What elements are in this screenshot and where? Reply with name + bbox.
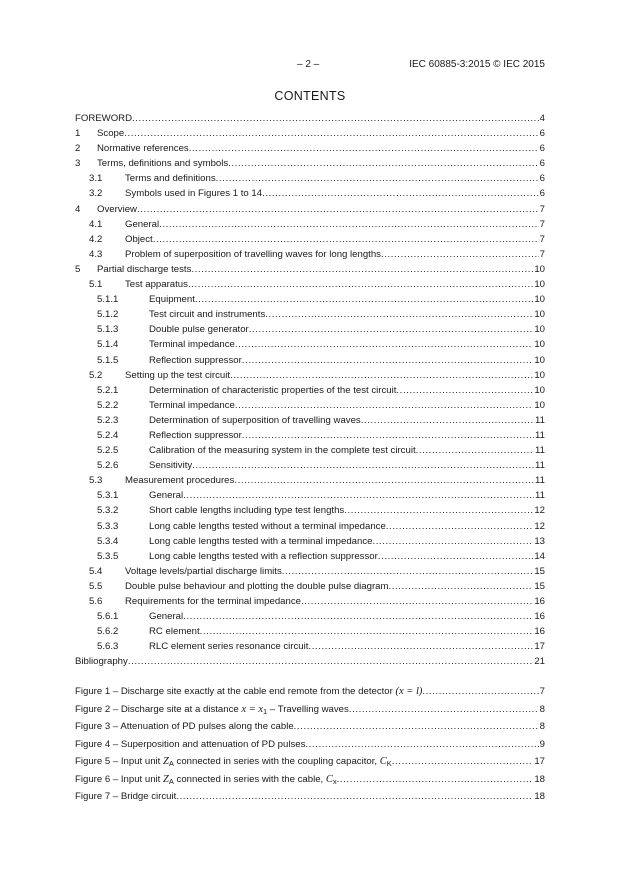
dot-leader xyxy=(305,736,538,754)
toc-entry-title: Determination of superposition of travelling waves xyxy=(149,414,361,426)
toc-entry-page: 12 xyxy=(534,505,545,517)
figure-entry[interactable] xyxy=(75,701,545,719)
toc-entry-number: 5.3.3 xyxy=(97,520,119,532)
dot-leader xyxy=(381,247,539,262)
toc-entry-page: 10 xyxy=(534,294,545,306)
toc-entry-title: Setting up the test circuit xyxy=(125,369,231,381)
dot-leader xyxy=(372,534,533,549)
toc-entry-title: Long cable lengths tested without a terminal impedance xyxy=(149,520,386,532)
toc-entry-page: 11 xyxy=(535,445,545,457)
toc-entry-page: 7 xyxy=(539,218,545,230)
figure-caption-text: Figure 6 – Input unit xyxy=(75,773,161,785)
toc-entry[interactable] xyxy=(75,488,545,503)
figure-caption-text: Figure 2 – Discharge site at a distance xyxy=(75,703,239,715)
toc-entry-page: 11 xyxy=(535,475,545,487)
toc-entry-title: Long cable lengths tested with a terminal impedance xyxy=(149,535,373,547)
toc-entry-page: 7 xyxy=(539,203,545,215)
toc-entry[interactable] xyxy=(75,141,545,156)
toc-entry-page: 11 xyxy=(535,490,545,502)
toc-entry-number: 5.5 xyxy=(89,580,103,592)
toc-entry-page: 15 xyxy=(534,565,545,577)
toc-entry-page: 10 xyxy=(534,399,545,411)
toc-entry-page: 21 xyxy=(534,656,545,668)
toc-entry-page: 7 xyxy=(539,233,545,245)
table-of-contents xyxy=(75,111,545,806)
toc-entry[interactable] xyxy=(75,368,545,383)
toc-entry-number: 2 xyxy=(75,143,81,155)
figure-entry-page: 17 xyxy=(534,756,545,768)
math-subscript: A xyxy=(168,759,174,769)
toc-entry-title: Terms and definitions xyxy=(125,173,216,185)
toc-entry-title: FOREWORD xyxy=(75,113,133,124)
toc-entry-number: 3.1 xyxy=(89,173,103,185)
dot-leader xyxy=(294,718,539,736)
dot-leader xyxy=(188,277,533,292)
figure-entry-title xyxy=(75,788,176,806)
toc-entry[interactable] xyxy=(75,232,545,247)
toc-entry-number: 5.2.6 xyxy=(97,460,119,472)
toc-entry-number: 5.3.4 xyxy=(97,535,119,547)
toc-entry-number: 5.2.1 xyxy=(97,384,119,396)
toc-entry-number: 5.2.3 xyxy=(97,414,119,426)
toc-entry-number: 5.2.5 xyxy=(97,445,119,457)
toc-entry-title: Symbols used in Figures 1 to 14 xyxy=(125,188,263,200)
toc-entry-title: Reflection suppressor xyxy=(149,354,242,366)
figure-entry[interactable] xyxy=(75,788,545,806)
dot-leader xyxy=(192,458,534,473)
toc-entry-number: 4.1 xyxy=(89,218,103,230)
contents-title: CONTENTS xyxy=(274,89,346,103)
dot-leader xyxy=(153,232,539,247)
toc-entry-page: 6 xyxy=(539,143,545,155)
figure-entry-page: 18 xyxy=(534,773,545,785)
dot-leader xyxy=(349,701,539,719)
toc-entry-number: 5.1.3 xyxy=(97,324,119,336)
math-subscript: 1 xyxy=(263,706,268,716)
toc-entry-title: Partial discharge tests xyxy=(97,263,192,275)
toc-entry[interactable] xyxy=(75,443,545,458)
toc-entry-number: 4.2 xyxy=(89,233,103,245)
toc-entry-number: 5.2.4 xyxy=(97,429,119,441)
dot-leader xyxy=(183,488,534,503)
toc-entry[interactable] xyxy=(75,534,545,549)
toc-entry-title: Test apparatus xyxy=(125,279,188,291)
dot-leader xyxy=(396,383,533,398)
toc-entry-page: 12 xyxy=(534,520,545,532)
toc-entry-number: 5.1.4 xyxy=(97,339,119,351)
figure-entry-page: 18 xyxy=(534,791,545,803)
toc-entry-page: 10 xyxy=(534,339,545,351)
toc-entry[interactable] xyxy=(75,624,545,639)
math-subscript: A xyxy=(168,776,174,786)
toc-entry-page: 10 xyxy=(534,309,545,321)
toc-entry-title: Terminal impedance xyxy=(149,399,235,411)
math-symbol: Z xyxy=(163,773,169,785)
toc-entry-title: Long cable lengths tested with a reflection suppressor xyxy=(149,550,378,562)
toc-entry-title: Normative references xyxy=(97,143,189,155)
toc-entry-number: 1 xyxy=(75,128,81,140)
toc-entry-page: 11 xyxy=(535,429,545,441)
toc-entry-page: 4 xyxy=(539,113,545,124)
spacer xyxy=(75,669,545,683)
toc-entry[interactable] xyxy=(75,247,545,262)
toc-entry[interactable] xyxy=(75,171,545,186)
toc-entry-title: Bibliography xyxy=(75,656,128,668)
toc-entry-title: Measurement procedures xyxy=(125,475,235,487)
math-symbol: C xyxy=(379,756,387,768)
toc-entry[interactable] xyxy=(75,428,545,443)
toc-entry-title: General xyxy=(149,611,184,623)
dot-leader xyxy=(235,337,533,352)
toc-entry-page: 6 xyxy=(539,128,545,140)
toc-entry-number: 5.3.1 xyxy=(97,490,119,502)
figure-entry[interactable] xyxy=(75,736,545,754)
page-number: – 2 – xyxy=(297,59,320,70)
figure-entry-page: 8 xyxy=(539,703,545,715)
toc-entry-number: 4.3 xyxy=(89,248,103,260)
toc-entry-page: 13 xyxy=(534,535,545,547)
dot-leader xyxy=(392,753,534,771)
toc-entry-page: 6 xyxy=(539,173,545,185)
dot-leader xyxy=(128,654,534,669)
toc-entry[interactable] xyxy=(75,639,545,654)
toc-entry-page: 14 xyxy=(534,550,545,562)
toc-entry[interactable] xyxy=(75,186,545,201)
figure-entry-page: 9 xyxy=(539,738,545,750)
toc-entry[interactable] xyxy=(75,458,545,473)
toc-entry[interactable] xyxy=(75,156,545,171)
dot-leader xyxy=(137,202,539,217)
figure-caption-text: Figure 7 – Bridge circuit xyxy=(75,791,177,803)
toc-entry-title: Calibration of the measuring system in the complete test circuit xyxy=(149,445,416,457)
dot-leader xyxy=(228,156,538,171)
dot-leader xyxy=(189,141,539,156)
toc-entry-page: 10 xyxy=(534,279,545,291)
toc-entry-number: 5.1.5 xyxy=(97,354,119,366)
toc-entry-page: 10 xyxy=(534,263,545,275)
toc-entry[interactable] xyxy=(75,292,545,307)
toc-entry[interactable] xyxy=(75,609,545,624)
toc-entry-title: Problem of superposition of travelling waves for long lengths xyxy=(125,248,381,260)
toc-entry-number: 5 xyxy=(75,263,81,275)
toc-entry-number: 5.2.2 xyxy=(97,399,119,411)
toc-entry[interactable] xyxy=(75,519,545,534)
toc-entry-page: 6 xyxy=(539,158,545,170)
toc-entry[interactable] xyxy=(75,549,545,564)
toc-entry[interactable] xyxy=(75,337,545,352)
toc-entry-title: Voltage levels/partial discharge limits xyxy=(125,565,282,577)
dot-leader xyxy=(361,413,534,428)
toc-entry-page: 16 xyxy=(534,626,545,638)
figure-entry-title xyxy=(75,683,422,701)
dot-leader xyxy=(216,171,539,186)
dot-leader xyxy=(234,473,534,488)
toc-entry[interactable] xyxy=(75,307,545,322)
figure-entry[interactable] xyxy=(75,771,545,789)
toc-entry-title: General xyxy=(125,218,160,230)
figure-entry-title xyxy=(75,718,294,736)
toc-entry-title: RC element xyxy=(149,626,200,638)
math-subscript: K xyxy=(386,759,392,769)
figure-caption-text: Figure 3 – Attenuation of PD pulses along the cable xyxy=(75,721,294,733)
dot-leader xyxy=(159,217,539,232)
dot-leader xyxy=(249,322,534,337)
figure-caption-text: connected in series with the coupling capacitor, xyxy=(176,756,378,768)
figure-entry-page: 7 xyxy=(539,686,545,698)
figure-caption-text: connected in series with the cable, xyxy=(176,773,324,785)
toc-entry-page: 11 xyxy=(535,414,545,426)
math-subscript: x xyxy=(332,776,337,786)
toc-entry-title: Test circuit and instruments xyxy=(149,309,266,321)
toc-entry-title: Double pulse generator xyxy=(149,324,249,336)
toc-entry-title: Reflection suppressor xyxy=(149,429,242,441)
math-symbol: C xyxy=(325,773,333,785)
toc-entry[interactable] xyxy=(75,217,545,232)
toc-entry-number: 5.6.2 xyxy=(97,626,119,638)
toc-entry[interactable] xyxy=(75,473,545,488)
toc-entry-number: 5.3 xyxy=(89,475,103,487)
figure-caption-text: Figure 1 – Discharge site exactly at the cable end remote from the detector xyxy=(75,686,393,698)
toc-entry-number: 3 xyxy=(75,158,81,170)
dot-leader xyxy=(176,788,533,806)
toc-entry-number: 5.1 xyxy=(89,279,103,291)
dot-leader xyxy=(282,564,534,579)
toc-entry-number: 5.2 xyxy=(89,369,103,381)
toc-entry[interactable] xyxy=(75,353,545,368)
toc-entry-page: 10 xyxy=(534,354,545,366)
toc-entry-title: RLC element series resonance circuit xyxy=(149,641,309,653)
toc-entry-title: Object xyxy=(125,233,153,245)
toc-entry-number: 5.6.1 xyxy=(97,611,119,623)
dot-leader xyxy=(242,353,534,368)
dot-leader xyxy=(235,398,533,413)
toc-entry[interactable] xyxy=(75,262,545,277)
toc-entry[interactable] xyxy=(75,277,545,292)
toc-entry-number: 5.3.5 xyxy=(97,550,119,562)
toc-entry-title: Overview xyxy=(97,203,137,215)
figure-caption-text: – Travelling waves xyxy=(269,703,349,715)
toc-entry[interactable] xyxy=(75,594,545,609)
toc-entry-number: 3.2 xyxy=(89,188,103,200)
toc-entry-page: 10 xyxy=(534,324,545,336)
figure-entry-page: 8 xyxy=(539,721,545,733)
figure-caption-text: Figure 4 – Superposition and attenuation of PD pulses xyxy=(75,738,306,750)
toc-entry-page: 10 xyxy=(534,384,545,396)
toc-entry-page: 7 xyxy=(539,248,545,260)
toc-entry-page: 16 xyxy=(534,596,545,607)
toc-entry[interactable] xyxy=(75,654,545,669)
toc-entry-title: Short cable lengths including type test lengths xyxy=(149,505,345,517)
dot-leader xyxy=(200,624,534,639)
dot-leader xyxy=(183,609,533,624)
dot-leader xyxy=(388,579,533,594)
toc-entry[interactable] xyxy=(75,564,545,579)
toc-entry[interactable] xyxy=(75,413,545,428)
dot-leader xyxy=(422,683,538,701)
toc-entry[interactable] xyxy=(75,579,545,594)
toc-entry-title: General xyxy=(149,490,184,502)
dot-leader xyxy=(378,549,534,564)
toc-entry[interactable] xyxy=(75,503,545,518)
toc-entry[interactable] xyxy=(75,398,545,413)
toc-entry-page: 16 xyxy=(534,611,545,623)
toc-entry[interactable] xyxy=(75,322,545,337)
toc-entry-title: Determination of characteristic properties of the test circuit xyxy=(149,384,397,396)
toc-entry-number: 5.1.2 xyxy=(97,309,119,321)
toc-entry-number: 4 xyxy=(75,203,81,215)
standard-reference: IEC 60885-3:2015 © IEC 2015 xyxy=(409,59,545,70)
toc-entry-title: Double pulse behaviour and plotting the double pulse diagram xyxy=(125,580,389,592)
dot-leader xyxy=(132,111,539,126)
math-symbol: Z xyxy=(163,756,169,768)
toc-entry-page: 6 xyxy=(539,188,545,200)
toc-entry-title: Requirements for the terminal impedance xyxy=(125,596,301,607)
math-symbol: x = x xyxy=(241,703,264,715)
toc-entry[interactable] xyxy=(75,202,545,217)
dot-leader xyxy=(191,262,533,277)
toc-entry-number: 5.1.1 xyxy=(97,294,119,306)
figure-entry[interactable] xyxy=(75,683,545,701)
figure-entry[interactable] xyxy=(75,753,545,771)
dot-leader xyxy=(242,428,534,443)
toc-entry-number: 5.3.2 xyxy=(97,505,119,517)
toc-entry-number: 5.6 xyxy=(89,596,103,607)
dot-leader xyxy=(337,771,534,789)
dot-leader xyxy=(195,292,533,307)
toc-entry[interactable] xyxy=(75,126,545,141)
toc-entry-title: Terminal impedance xyxy=(149,339,235,351)
toc-entry[interactable] xyxy=(75,383,545,398)
dot-leader xyxy=(124,126,538,141)
dot-leader xyxy=(344,503,533,518)
figure-caption-text: Figure 5 – Input unit xyxy=(75,756,161,768)
toc-entry-title: Terms, definitions and symbols xyxy=(97,158,229,170)
dot-leader xyxy=(386,519,534,534)
toc-entry-number: 5.6.3 xyxy=(97,641,119,653)
dot-leader xyxy=(301,594,533,609)
toc-entry-title: Scope xyxy=(97,128,125,140)
figure-entry[interactable] xyxy=(75,718,545,736)
dot-leader xyxy=(416,443,534,458)
dot-leader xyxy=(308,639,533,654)
math-symbol: (x = l) xyxy=(395,686,423,698)
toc-entry-page: 17 xyxy=(534,641,545,653)
figure-entry-title xyxy=(75,736,305,754)
dot-leader xyxy=(230,368,533,383)
toc-entry-number: 5.4 xyxy=(89,565,103,577)
toc-entry-title: Equipment xyxy=(149,294,195,306)
dot-leader xyxy=(265,307,533,322)
toc-entry-page: 11 xyxy=(535,460,545,472)
toc-entry-page: 15 xyxy=(534,580,545,592)
toc-entry-title: Sensitivity xyxy=(149,460,193,472)
dot-leader xyxy=(262,186,539,201)
toc-entry-page: 10 xyxy=(534,369,545,381)
toc-entry[interactable] xyxy=(75,111,545,126)
page-header xyxy=(0,59,620,73)
